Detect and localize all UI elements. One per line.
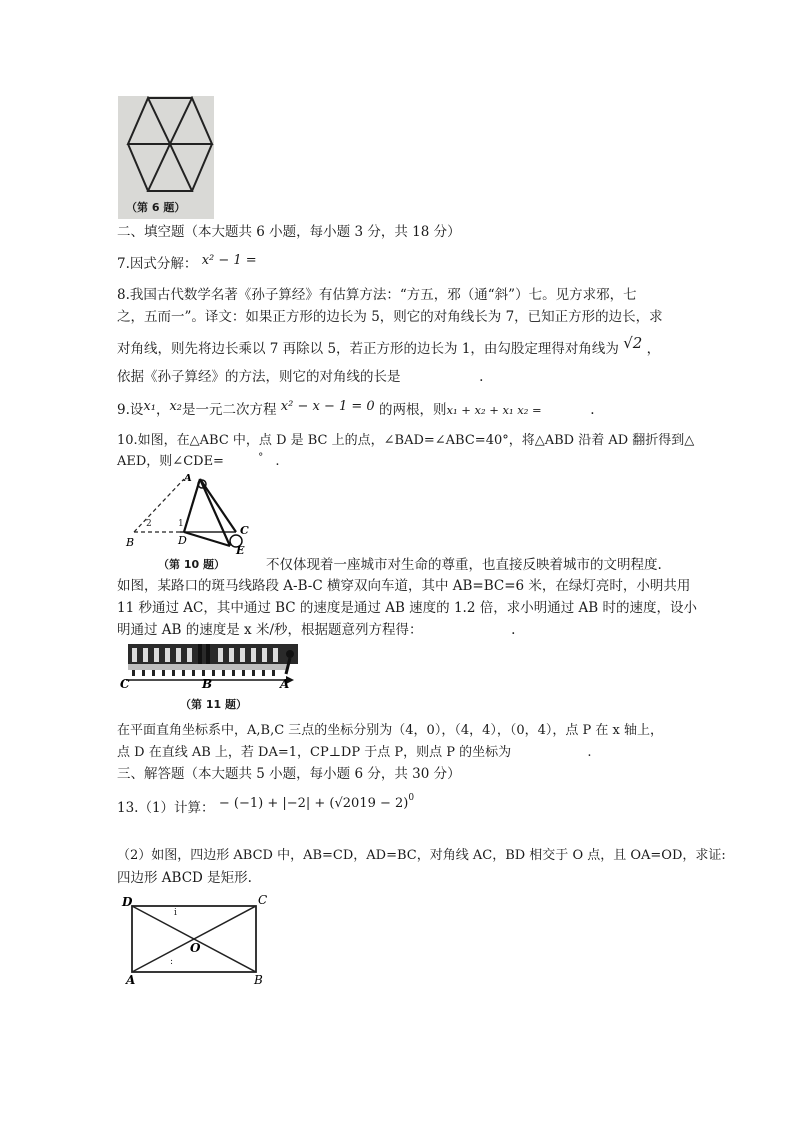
- q8-line-4-end: .: [479, 369, 484, 385]
- q13-label-o: O: [190, 941, 201, 955]
- q10-line-1: 10.如图，在△ABC 中，点 D 是 BC 上的点，∠BAD=∠ABC=40°，将△ABD 沿着 AD 翻折得到△: [117, 433, 695, 448]
- q12-line-2: [117, 743, 592, 763]
- figure-q13-rectangle: [118, 892, 268, 986]
- q10-label-e: E: [236, 544, 245, 557]
- figure-q10: [118, 474, 263, 574]
- q9-end: .: [590, 402, 595, 418]
- figure-q13-drawing: [118, 892, 268, 986]
- q11-line-2: 如图，某路口的斑马线路段 A-B-C 横穿双向车道，其中 AB=BC=6 米，在绿灯亮时，小明共用: [117, 578, 691, 594]
- q8-line-3: [117, 334, 661, 359]
- q9-d: 的两根，则: [378, 402, 447, 418]
- q8-line-3-text: 对角线，则先将边长乘以 7 再除以 5，若正方形的边长为 1，由勾股定理得对角线为: [117, 341, 619, 357]
- q7-expression: x² − 1 =: [201, 253, 257, 268]
- q13-label-c: C: [258, 893, 268, 907]
- svg-text:2: 2: [146, 519, 152, 529]
- q13-label-b: B: [254, 973, 263, 986]
- q7-prefix: 7.因式分解：: [117, 256, 198, 272]
- q9-c: 是一元二次方程: [181, 402, 277, 418]
- q8-line-3-end: ，: [646, 341, 661, 357]
- q9-x2: x₂: [169, 399, 182, 414]
- q11-line-4-end: .: [511, 622, 516, 638]
- q13-part-2-line-2: 四边形 ABCD 是矩形.: [117, 870, 252, 886]
- figure-q11: [118, 640, 300, 714]
- q11-label-a: A: [280, 677, 290, 690]
- figure-q10-caption: （第 10 题）: [158, 558, 225, 571]
- section-2-heading: 二、填空题（本大题共 6 小题，每小题 3 分，共 18 分）: [117, 224, 461, 240]
- q10-label-a: A: [184, 474, 192, 484]
- q13-part-1-expression: − (−1) + |−2| + (√2019 − 2): [218, 796, 409, 811]
- q9-equation: x² − x − 1 = 0: [280, 399, 375, 414]
- q10-line-2-text: AED，则∠CDE=: [117, 454, 224, 469]
- q13-part-2-line-1: （2）如图，四边形 ABCD 中，AB=CD，AD=BC，对角线 AC，BD 相交于 O 点，且 OA=OD，求证:: [117, 848, 726, 863]
- q8-line-1: 8.我国古代数学名著《孙子算经》有估算方法：“方五，邪（通“斜”）七。见方求邪，七: [117, 287, 637, 303]
- q11-label-c: C: [120, 677, 130, 690]
- q8-line-4: [117, 367, 483, 387]
- q8-sqrt2: √2: [623, 334, 643, 352]
- q11-line-1: 不仅体现着一座城市对生命的尊重，也直接反映着城市的文明程度.: [266, 557, 662, 573]
- svg-text:i: i: [174, 908, 177, 918]
- q10-label-d: D: [178, 534, 187, 547]
- svg-text:1: 1: [178, 519, 184, 529]
- q11-line-4: [117, 620, 515, 640]
- q8-line-2: 之，五而一”。译文：如果正方形的边长为 5，则它的对角线长为 7，已知正方形的边长，求: [117, 309, 663, 325]
- q9-a: 9.设: [117, 402, 144, 418]
- q10-line-2: [117, 452, 280, 473]
- q9-b: ，: [155, 402, 170, 418]
- q10-label-c: C: [240, 524, 249, 537]
- q10-line-2-end: .: [275, 454, 280, 469]
- q13-part-1-label: 13.（1）计算：: [117, 800, 215, 816]
- q9-expression: x₁ + x₂ + x₁ x₂ =: [446, 403, 542, 417]
- figure-q11-drawing: [118, 640, 300, 690]
- q13-label-d: D: [122, 895, 133, 909]
- q11-line-4-text: 明通过 AB 的速度是 x 米/秒，根据题意列方程得：: [117, 622, 423, 638]
- question-7: [117, 254, 257, 275]
- q11-label-b: B: [202, 677, 213, 690]
- q13-part-1-exponent: 0: [408, 793, 415, 803]
- q9-x1: x₁: [143, 399, 156, 414]
- q10-degree: °: [258, 452, 264, 463]
- figure-q6: [118, 96, 214, 219]
- q12-line-2-end: .: [587, 745, 592, 760]
- q13-label-a: A: [126, 973, 136, 986]
- figure-q11-caption: （第 11 题）: [180, 698, 247, 711]
- q11-line-3: 11 秒通过 AC，其中通过 BC 的速度是通过 AB 速度的 1.2 倍，求小明通过 AB 时的速度，设小: [117, 600, 697, 616]
- q13-part-1: [117, 793, 415, 820]
- question-9: [117, 400, 595, 421]
- q12-line-1: 在平面直角坐标系中，A,B,C 三点的坐标分别为（4，0），（4，4），（0，4），点 P 在 x 轴上，: [117, 723, 664, 738]
- section-3-heading: 三、解答题（本大题共 5 小题，每小题 6 分，共 30 分）: [117, 766, 461, 782]
- q8-line-4-text: 依据《孙子算经》的方法，则它的对角线的长是: [117, 369, 401, 385]
- q12-line-2-text: 点 D 在直线 AB 上，若 DA=1，CP⊥DP 于点 P，则点 P 的坐标为: [117, 745, 512, 760]
- svg-text::: :: [170, 957, 174, 967]
- figure-q6-caption: （第 6 题）: [126, 201, 186, 214]
- q10-label-b: B: [126, 536, 135, 549]
